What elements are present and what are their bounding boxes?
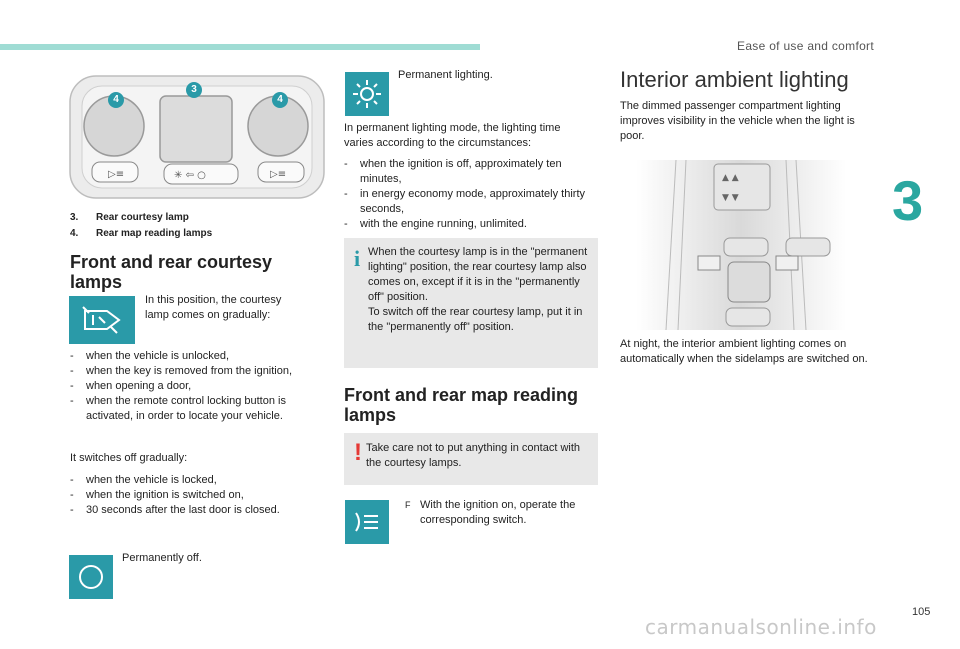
heading-courtesy-lamps: Front and rear courtesy lamps <box>70 252 273 292</box>
legend-item: 3. Rear courtesy lamp <box>70 212 189 223</box>
list-item: - when the remote control locking button is activated, in order to locate your vehicle. <box>70 394 310 424</box>
list-item: - when the ignition is off, approximately ten minutes, <box>344 157 590 187</box>
info-note-text-1: When the courtesy lamp is in the "permanent lighting" position, the rear courtesy lamp also comes on, except if it is in the "permanently off" position. <box>368 246 588 303</box>
legend-item: 4. Rear map reading lamps <box>70 228 213 239</box>
list-item: - in energy economy mode, approximately thirty seconds, <box>344 187 590 217</box>
svg-text:▷≡: ▷≡ <box>270 169 287 180</box>
list-item: - when the vehicle is unlocked, <box>70 349 310 364</box>
svg-text:✳ ⇦ ○: ✳ ⇦ ○ <box>174 170 206 181</box>
list-item: - when the ignition is switched on, <box>70 488 310 503</box>
list-item: - when opening a door, <box>70 379 310 394</box>
ambient-lighting-image <box>636 160 846 330</box>
page-number: 105 <box>912 606 931 618</box>
permanent-lighting-label: Permanent lighting. <box>398 69 493 81</box>
list-item: - when the key is removed from the ignition, <box>70 364 310 379</box>
lighting-time-list <box>344 157 590 232</box>
info-note <box>344 238 598 368</box>
list-item: - when the vehicle is locked, <box>70 473 310 488</box>
info-icon: i <box>354 246 361 271</box>
warning-icon: ! <box>354 439 362 466</box>
courtesy-intro-text: In this position, the courtesy lamp comes on gradually: <box>145 294 282 321</box>
switch-off-intro: It switches off gradually: <box>70 452 188 464</box>
list-item: - with the engine running, unlimited. <box>344 217 590 232</box>
permanently-off-label: Permanently off. <box>122 552 202 564</box>
ambient-night-text: At night, the interior ambient lighting comes on automatically when the sidelamps are switched on. <box>620 338 868 365</box>
badge-4-right: 4 <box>272 92 288 108</box>
permanent-lighting-icon <box>345 72 389 116</box>
rear-lamp-panel-figure <box>68 74 326 200</box>
svg-text:▼ ▼: ▼ ▼ <box>722 193 739 203</box>
lamp-on-conditions-list <box>70 349 310 424</box>
svg-text:▷≡: ▷≡ <box>108 169 125 180</box>
watermark: carmanualsonline.info <box>645 615 877 639</box>
svg-text:▲ ▲: ▲ ▲ <box>722 173 739 183</box>
section-title: Ease of use and comfort <box>737 39 874 53</box>
warning-text: Take care not to put anything in contact with the courtesy lamps. <box>366 442 581 469</box>
chapter-number: 3 <box>892 169 924 232</box>
lamp-off-conditions-list <box>70 473 310 518</box>
permanent-mode-text: In permanent lighting mode, the lighting time varies according to the circumstances: <box>344 122 561 149</box>
figure-legend <box>70 210 320 242</box>
header-accent-bar <box>0 44 480 50</box>
off-position-icon <box>69 555 113 599</box>
heading-map-reading-lamps: Front and rear map reading lamps <box>344 385 579 425</box>
heading-ambient-lighting: Interior ambient lighting <box>620 67 849 92</box>
map-lamp-icon <box>345 500 389 544</box>
operate-switch-text: With the ignition on, operate the corresponding switch. <box>420 499 576 526</box>
list-item: - 30 seconds after the last door is closed. <box>70 503 310 518</box>
badge-4-left: 4 <box>108 92 124 108</box>
courtesy-lamp-door-icon <box>69 296 135 344</box>
info-note-text-2: To switch off the rear courtesy lamp, put it in the "permanently off" position. <box>368 306 583 333</box>
operate-symbol: F <box>405 500 411 510</box>
warning-note <box>344 433 598 485</box>
badge-3: 3 <box>186 82 202 98</box>
ambient-intro-text: The dimmed passenger compartment lighting improves visibility in the vehicle when the light is poor. <box>620 100 855 142</box>
